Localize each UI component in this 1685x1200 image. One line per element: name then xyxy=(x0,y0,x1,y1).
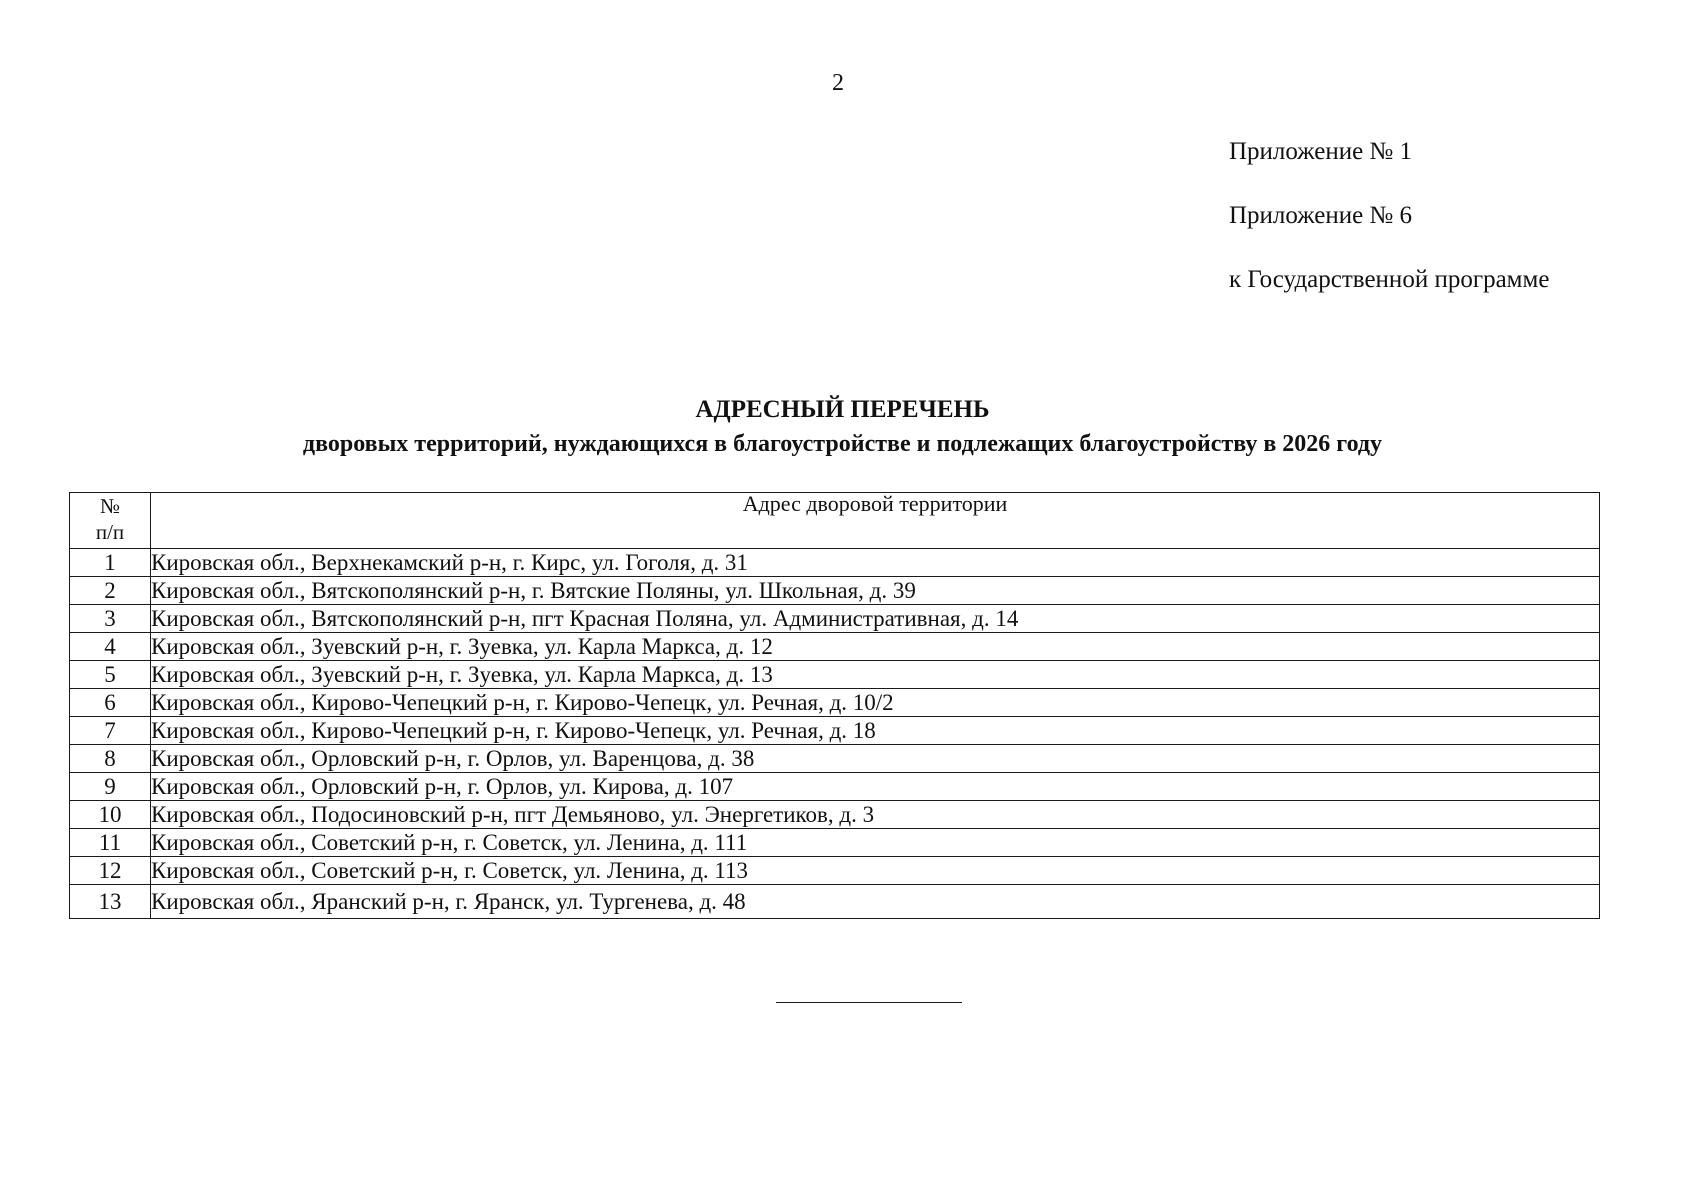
row-number-cell: 13 xyxy=(70,885,151,919)
row-number-cell: 2 xyxy=(70,577,151,605)
row-number-cell: 4 xyxy=(70,633,151,661)
row-address-cell: Кировская обл., Вятскополянский р-н, пгт Красная Поляна, ул. Административная, д. 14 xyxy=(151,605,1600,633)
table-row xyxy=(70,689,1600,717)
row-number-cell: 10 xyxy=(70,801,151,829)
row-number-cell: 5 xyxy=(70,661,151,689)
table-body xyxy=(70,549,1600,919)
appendix-line-1: Приложение № 1 xyxy=(1229,138,1413,165)
page-number: 2 xyxy=(832,70,844,96)
row-address-cell: Кировская обл., Вятскополянский р-н, г. Вятские Поляны, ул. Школьная, д. 39 xyxy=(151,577,1600,605)
row-address-cell: Кировская обл., Советский р-н, г. Советск, ул. Ленина, д. 111 xyxy=(151,829,1600,857)
table-row xyxy=(70,829,1600,857)
table-row xyxy=(70,717,1600,745)
row-address-cell: Кировская обл., Кирово-Чепецкий р-н, г. Кирово-Чепецк, ул. Речная, д. 18 xyxy=(151,717,1600,745)
appendix-block xyxy=(1229,139,1549,292)
row-address-cell: Кировская обл., Зуевский р-н, г. Зуевка, ул. Карла Маркса, д. 12 xyxy=(151,633,1600,661)
row-address-cell: Кировская обл., Подосиновский р-н, пгт Демьяново, ул. Энергетиков, д. 3 xyxy=(151,801,1600,829)
table-row xyxy=(70,773,1600,801)
appendix-line-3: к Государственной программе xyxy=(1229,266,1550,293)
table-row xyxy=(70,661,1600,689)
row-address-cell: Кировская обл., Яранский р-н, г. Яранск, ул. Тургенева, д. 48 xyxy=(151,885,1600,919)
row-number-cell: 7 xyxy=(70,717,151,745)
row-address-cell: Кировская обл., Орловский р-н, г. Орлов, ул. Кирова, д. 107 xyxy=(151,773,1600,801)
row-address-cell: Кировская обл., Верхнекамский р-н, г. Кирс, ул. Гоголя, д. 31 xyxy=(151,549,1600,577)
row-number-cell: 12 xyxy=(70,857,151,885)
row-address-cell: Кировская обл., Кирово-Чепецкий р-н, г. Кирово-Чепецк, ул. Речная, д. 10/2 xyxy=(151,689,1600,717)
table-row xyxy=(70,633,1600,661)
table-row xyxy=(70,857,1600,885)
header-number-abbrev: п/п xyxy=(95,520,125,544)
row-address-cell: Кировская обл., Зуевский р-н, г. Зуевка, ул. Карла Маркса, д. 13 xyxy=(151,661,1600,689)
document-title: АДРЕСНЫЙ ПЕРЕЧЕНЬ xyxy=(695,396,990,423)
row-number-cell: 9 xyxy=(70,773,151,801)
closing-rule xyxy=(776,1002,962,1003)
row-address-cell: Кировская обл., Советский р-н, г. Советск, ул. Ленина, д. 113 xyxy=(151,857,1600,885)
header-number-cell xyxy=(70,493,151,549)
address-table xyxy=(69,492,1600,919)
table-row xyxy=(70,577,1600,605)
header-address-cell: Адрес дворовой территории xyxy=(151,493,1600,549)
table-row xyxy=(70,885,1600,919)
row-number-cell: 3 xyxy=(70,605,151,633)
row-number-cell: 8 xyxy=(70,745,151,773)
document-subtitle: дворовых территорий, нуждающихся в благоустройстве и подлежащих благоустройству в 2026 году xyxy=(302,431,1383,457)
row-number-cell: 6 xyxy=(70,689,151,717)
row-address-cell: Кировская обл., Орловский р-н, г. Орлов, ул. Варенцова, д. 38 xyxy=(151,745,1600,773)
table-row xyxy=(70,549,1600,577)
row-number-cell: 11 xyxy=(70,829,151,857)
header-number-symbol: № xyxy=(99,494,121,518)
table-header-row xyxy=(70,493,1600,549)
row-number-cell: 1 xyxy=(70,549,151,577)
appendix-line-2: Приложение № 6 xyxy=(1229,202,1413,229)
table-row xyxy=(70,745,1600,773)
table-row xyxy=(70,605,1600,633)
table-row xyxy=(70,801,1600,829)
